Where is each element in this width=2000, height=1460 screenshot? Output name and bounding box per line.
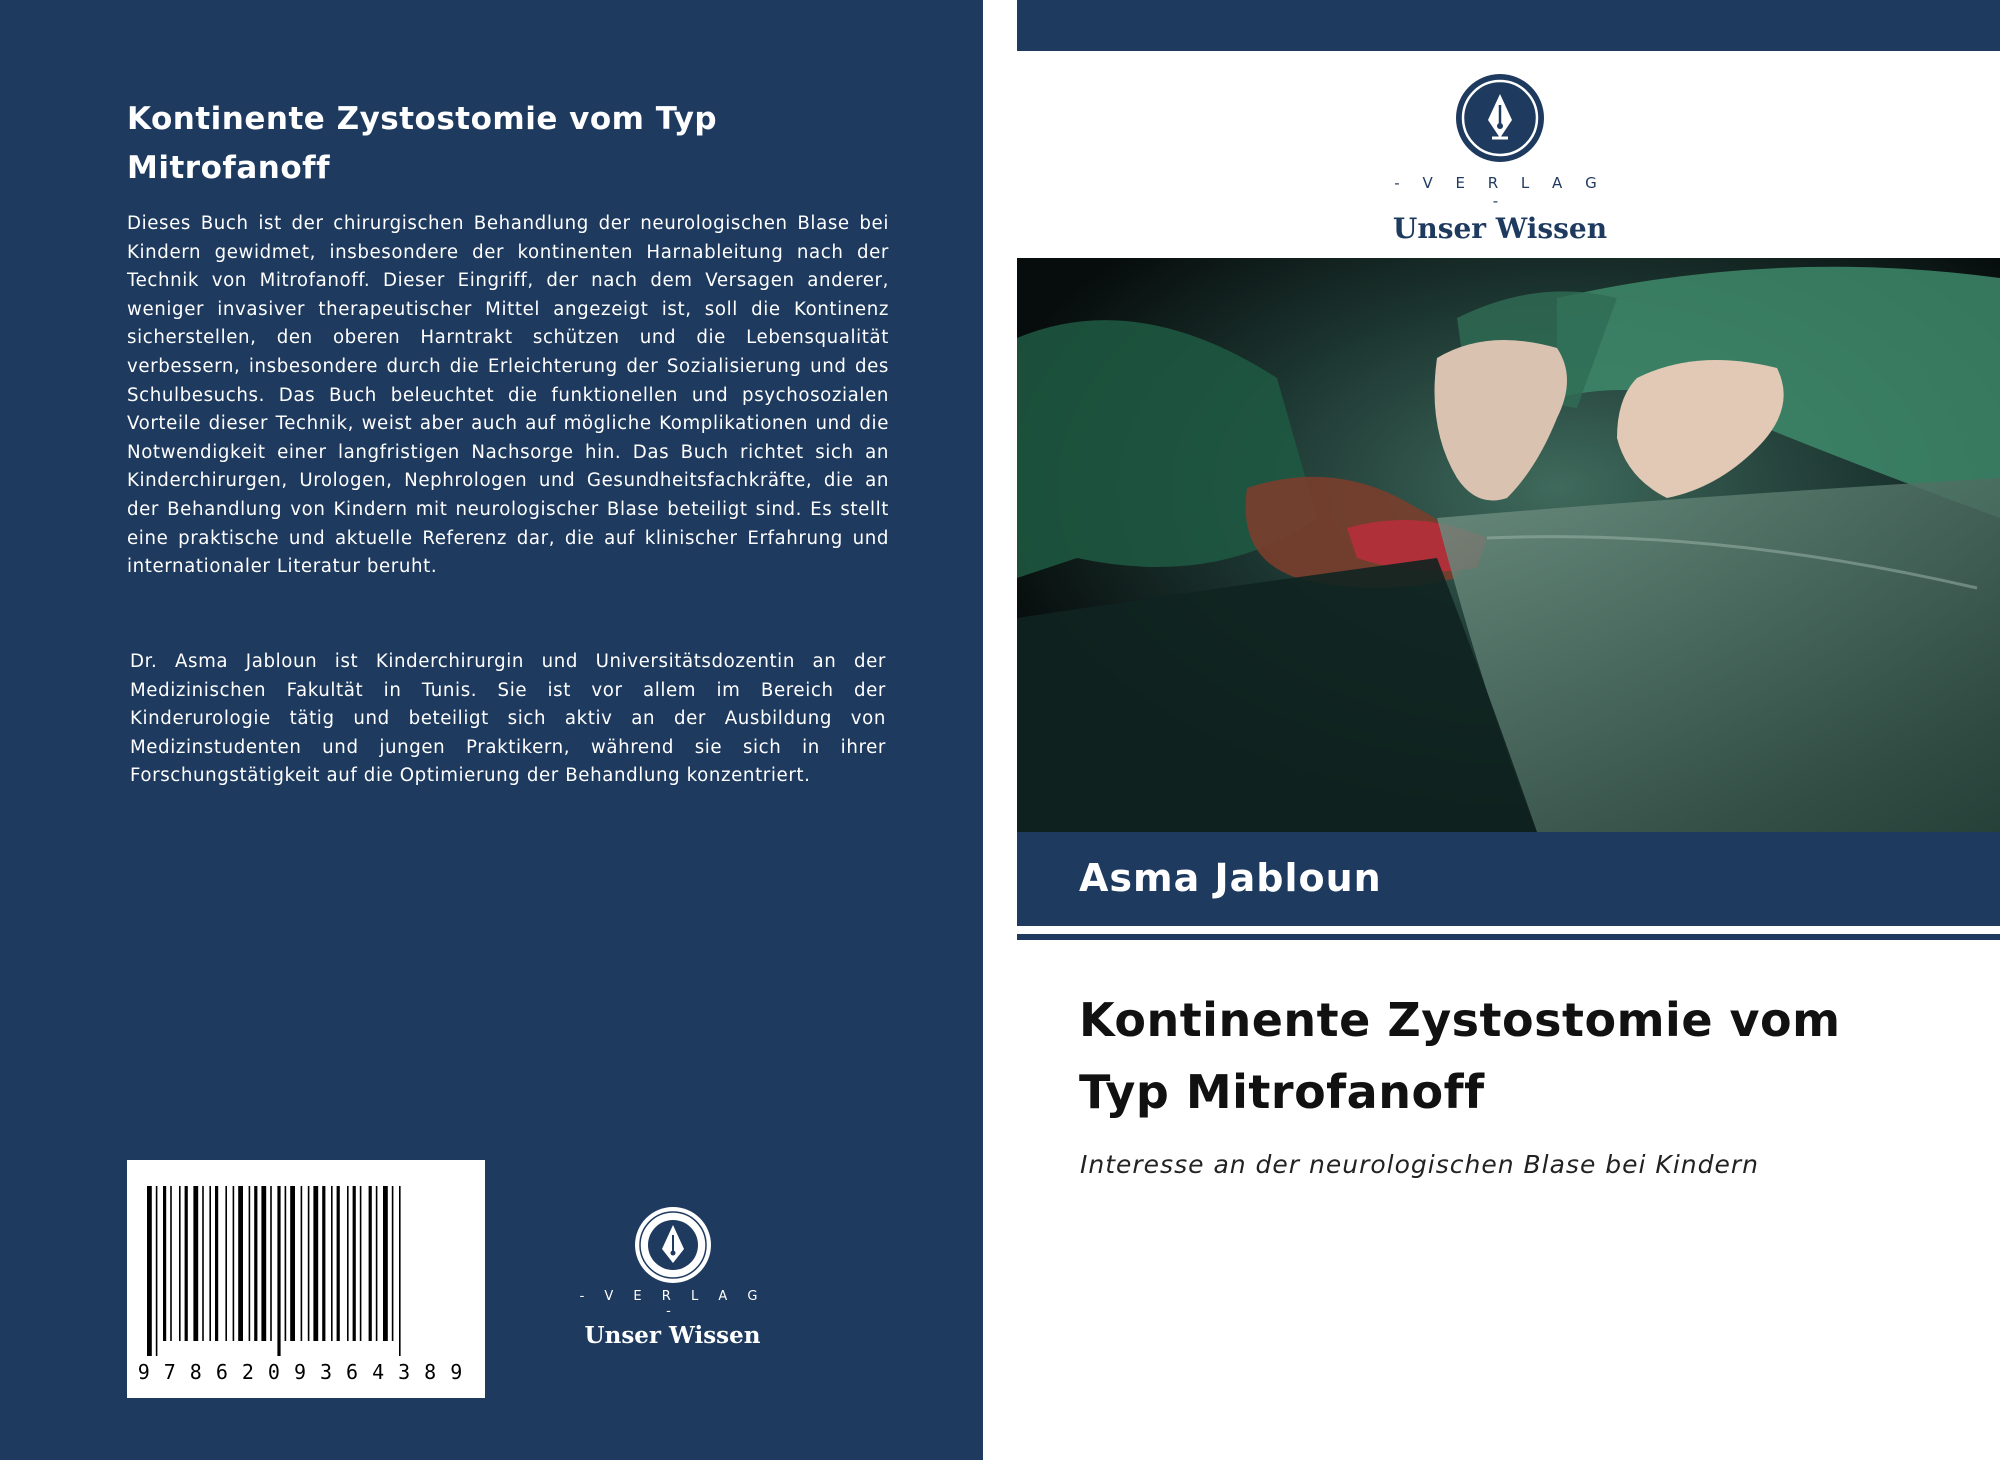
author-band	[1017, 832, 2000, 926]
barcode-bar	[360, 1186, 362, 1341]
barcode-bar	[185, 1186, 188, 1341]
divider-line	[1017, 934, 2000, 940]
barcode-bar	[261, 1186, 266, 1341]
barcode-bar	[369, 1186, 372, 1341]
front-cover-subtitle: Interesse an der neurologischen Blase bei Kindern	[1080, 1150, 1759, 1179]
barcode-bar	[270, 1186, 272, 1341]
barcode-bar	[202, 1186, 204, 1341]
barcode-bar	[238, 1186, 243, 1341]
barcode-bar	[337, 1186, 340, 1341]
barcode-bar	[353, 1186, 356, 1341]
surgery-photo	[1017, 258, 2000, 832]
publisher-verlag-label-front: - V E R L A G -	[1394, 174, 1606, 210]
barcode-bar	[179, 1186, 181, 1341]
surgery-photo-illustration	[1017, 258, 2000, 832]
publisher-name-front: Unser Wissen	[1392, 212, 1608, 245]
back-cover-title: Kontinente Zystostomie vom Typ Mitrofanoff	[127, 101, 718, 186]
isbn-barcode	[127, 1160, 485, 1398]
barcode-bar	[399, 1186, 401, 1356]
barcode-bar	[383, 1186, 388, 1341]
barcode-bar	[254, 1186, 257, 1341]
barcode-bar	[277, 1186, 280, 1356]
barcode-bar	[170, 1186, 172, 1341]
author-bio: Dr. Asma Jabloun ist Kinderchirurgin und Universitätsdozentin an der Medizinischen Fakultät in Tunis. Sie ist vor allem im Bereich der Kinderurologie tätig und beteiligt sich aktiv an der Ausbildung von Medizinstudenten und jungen Praktikern, während sie sich in ihrer Forschungstätigkeit auf die Optimierung der Behandlung konzentriert.	[130, 651, 886, 787]
barcode-bar	[225, 1186, 227, 1341]
barcode-bar	[147, 1186, 152, 1356]
fountain-pen-nib-icon	[1454, 72, 1546, 164]
barcode-bars	[147, 1186, 465, 1356]
book-blurb: Dieses Buch ist der chirurgischen Behandlung der neurologischen Blase bei Kindern gewidmet, insbesondere der kontinenten Harnableitung nach der Technik von Mitrofanoff. Dieser Eingriff, der nach dem Versagen anderer, weniger invasiver therapeutischer Mittel angezeigt ist, soll die Kontinenz sicherstellen, den oberen Harntrakt schützen und die Lebensqualität verbessern, insbesondere durch die Erleichterung der Sozialisierung und des Schulbesuchs. Das Buch beleuchtet die funktionellen und psychosozialen Vorteile dieser Technik, weist aber auch auf mögliche Komplikationen und die Notwendigkeit einer langfristigen Nachsorge hin. Das Buch richtet sich an Kinderchirurgen, Urologen, Nephrologen und Gesundheitsfachkräfte, die an der Behandlung von Kindern mit neurologischer Blase beteiligt sind. Es stellt eine praktische und aktuelle Referenz dar, die auf klinischer Erfahrung und internationaler Literatur beruht.	[127, 213, 889, 578]
barcode-bar	[209, 1186, 211, 1341]
spine-gap	[983, 0, 1017, 1460]
publisher-name: Unser Wissen	[584, 1322, 761, 1349]
barcode-bar	[376, 1186, 378, 1341]
publisher-seal-icon	[633, 1205, 713, 1285]
barcode-bar	[392, 1186, 394, 1341]
barcode-bar	[322, 1186, 325, 1341]
barcode-bar	[215, 1186, 218, 1341]
barcode-bar	[347, 1186, 349, 1341]
front-top-bar	[1017, 0, 2000, 51]
barcode-bar	[290, 1186, 295, 1341]
barcode-bar	[163, 1186, 166, 1341]
barcode-bar	[156, 1186, 158, 1356]
publisher-verlag-label: - V E R L A G -	[579, 1289, 766, 1319]
barcode-bar	[331, 1186, 333, 1341]
publisher-logo-front	[1385, 72, 1615, 245]
barcode-bar	[233, 1186, 235, 1341]
barcode-bar	[308, 1186, 310, 1341]
author-name: Asma Jabloun	[1079, 856, 1382, 900]
front-cover-title: Kontinente Zystostomie vom Typ Mitrofanoff	[1079, 993, 1841, 1119]
publisher-logo-back	[575, 1205, 770, 1349]
isbn-digits: 9786209364389	[137, 1360, 477, 1384]
barcode-bar	[285, 1186, 287, 1341]
barcode-bar	[249, 1186, 251, 1341]
barcode-bar	[193, 1186, 198, 1341]
back-cover	[0, 0, 983, 1460]
barcode-bar	[301, 1186, 303, 1341]
barcode-bar	[313, 1186, 318, 1341]
